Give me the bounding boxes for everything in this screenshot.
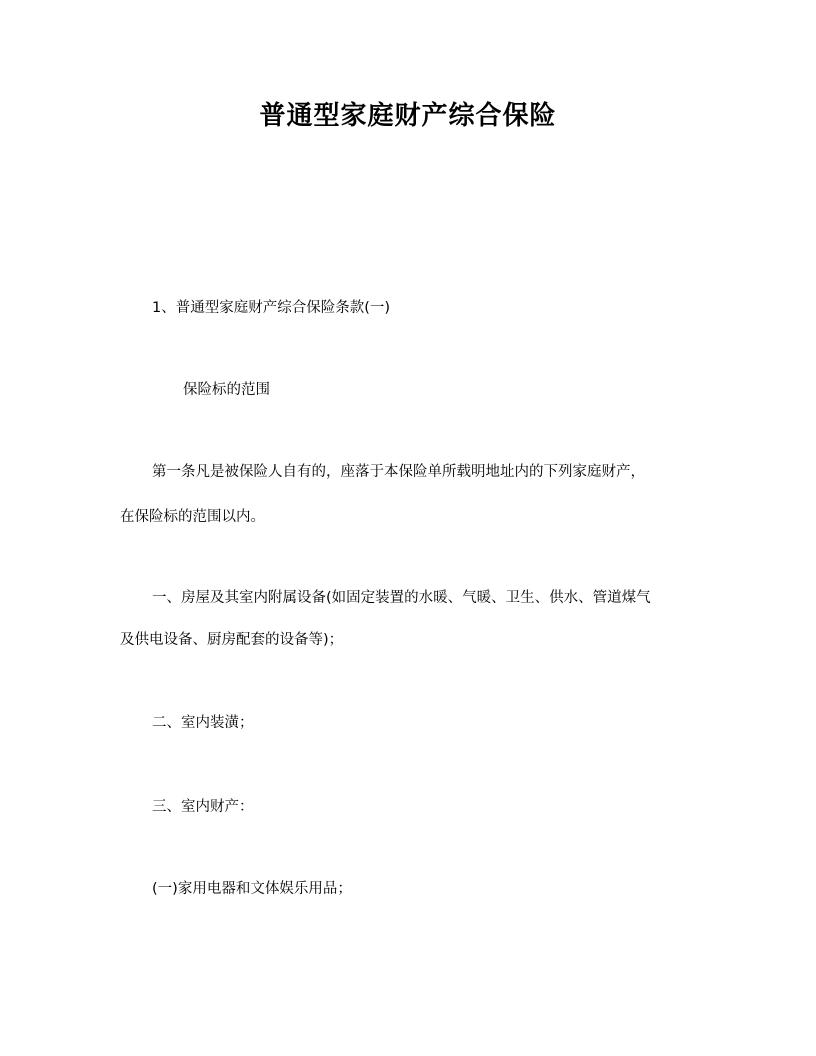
item1-line2: 及供电设备、厨房配套的设备等)；: [120, 632, 344, 648]
article1-line2: 在保险标的范围以内。: [120, 509, 265, 525]
article1-line1: 第一条凡是被保险人自有的，座落于本保险单所载明地址内的下列家庭财产，: [152, 464, 645, 480]
item3: 三、室内财产：: [152, 799, 254, 815]
section-heading: 1、普通型家庭财产综合保险条款(一): [152, 300, 391, 316]
item3-sub1: (一)家用电器和文体娱乐用品；: [152, 881, 352, 897]
subheading: 保险标的范围: [183, 382, 270, 398]
document-title: 普通型家庭财产综合保险: [259, 101, 557, 131]
item1-line1: 一、房屋及其室内附属设备(如固定装置的水暖、气暖、卫生、供水、管道煤气: [152, 590, 651, 606]
item2: 二、室内装潢；: [152, 715, 254, 731]
